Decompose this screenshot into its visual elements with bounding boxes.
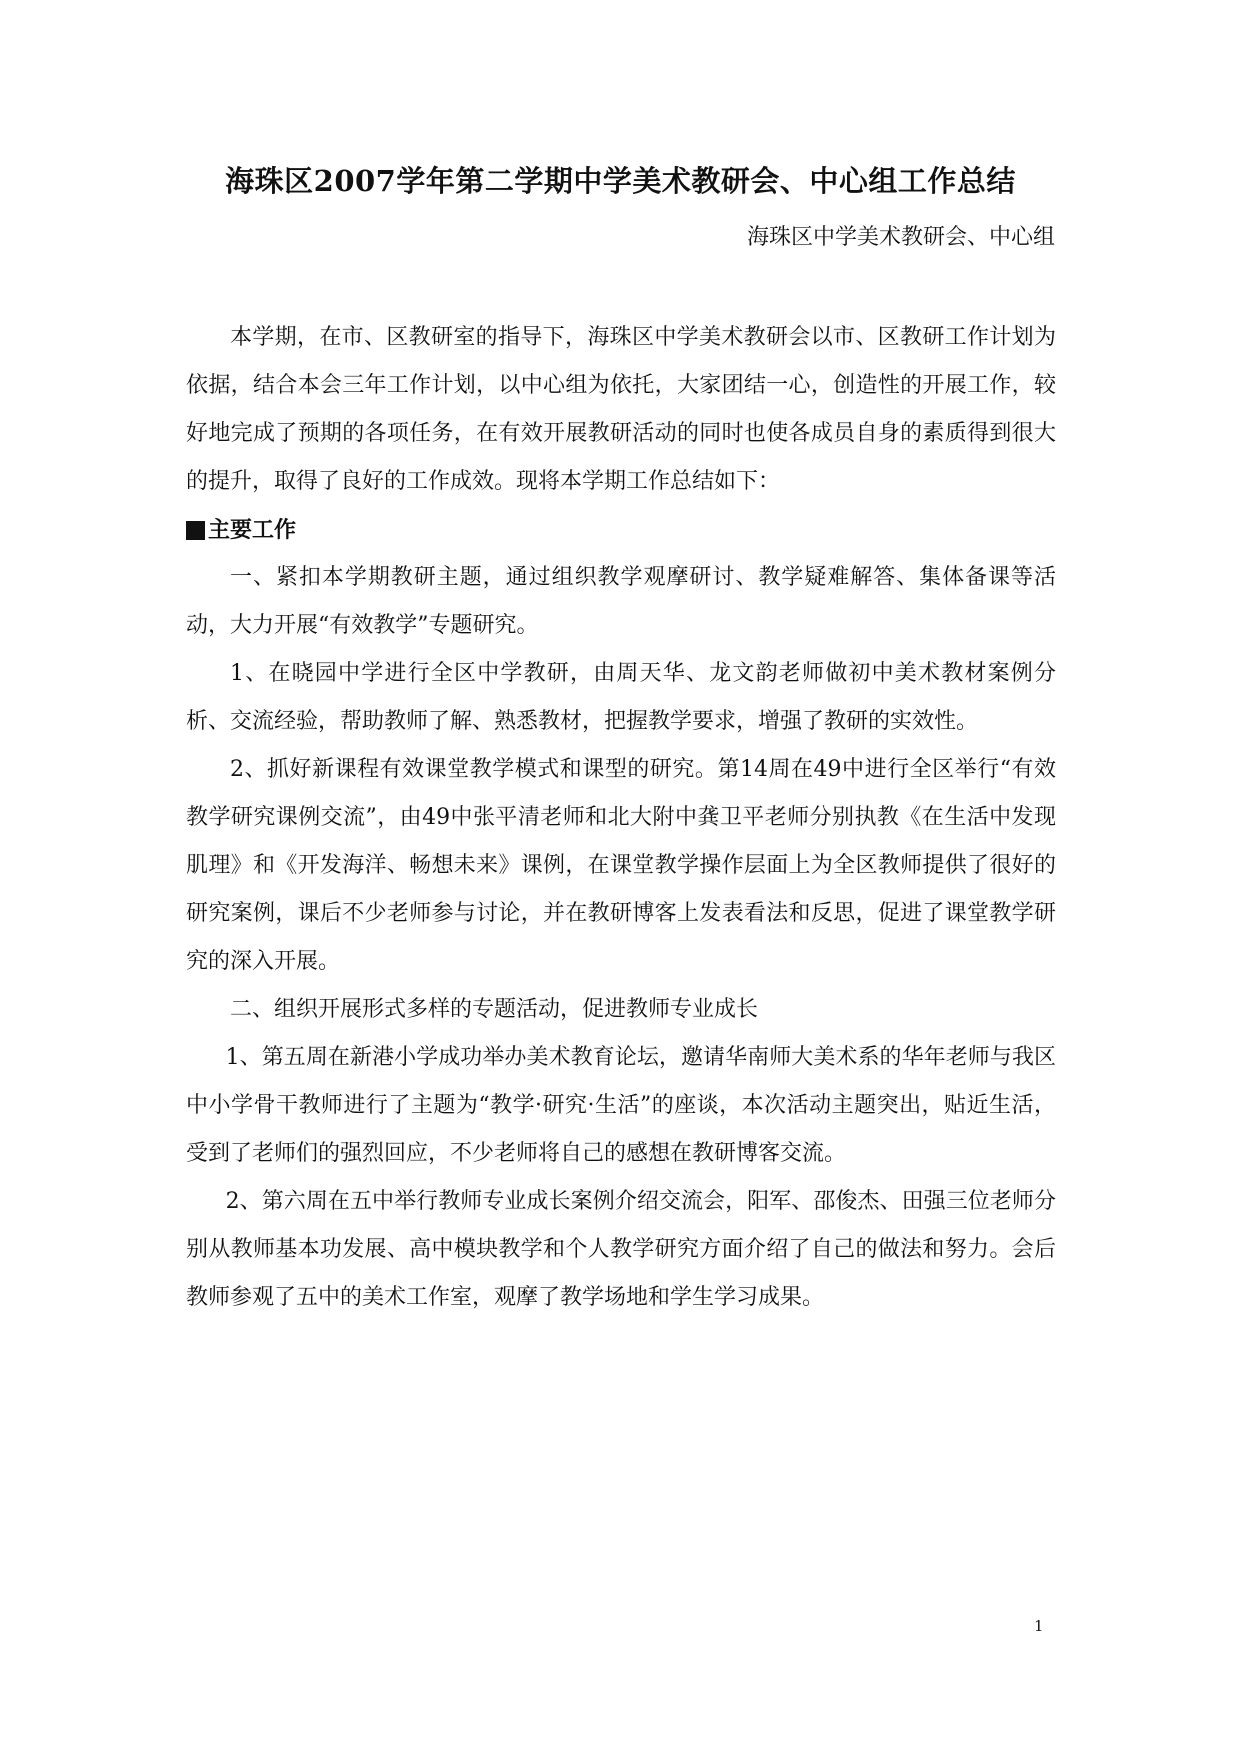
part2-item2: 2、第六周在五中举行教师专业成长案例介绍交流会，阳军、邵俊杰、田强三位老师分别从教师基本功发展、高中模块教学和个人教学研究方面介绍了自己的做法和努力。会后教师参观了五中的美术工作室，观摩了教学场地和学生学习成果。 (186, 1189, 1056, 1310)
black-square-icon (186, 521, 205, 540)
part2-item1: 1、第五周在新港小学成功举办美术教育论坛，邀请华南师大美术系的华年老师与我区中小学骨干教师进行了主题为“教学·研究·生活”的座谈，本次活动主题突出，贴近生活，受到了老师们的强烈回应，不少老师将自己的感想在教研博客交流。 (186, 1045, 1056, 1166)
part2-heading: 二、组织开展形式多样的专题活动，促进教师专业成长 (230, 997, 759, 1022)
document-title: 海珠区2007学年第二学期中学美术教研会、中心组工作总结 (225, 164, 1016, 198)
part1-heading: 一、紧扣本学期教研主题，通过组织教学观摩研讨、教学疑难解答、集体备课等活动，大力开展“有效教学”专题研究。 (186, 565, 1056, 638)
part1-item1: 1、在晓园中学进行全区中学教研，由周天华、龙文韵老师做初中美术教材案例分析、交流经验，帮助教师了解、熟悉教材，把握教学要求，增强了教研的实效性。 (186, 661, 1056, 734)
page-number: 1 (1034, 1617, 1044, 1635)
document-body (186, 314, 1056, 1322)
document-byline: 海珠区中学美术教研会、中心组 (746, 225, 1055, 250)
part1-item2: 2、抓好新课程有效课堂教学模式和课型的研究。第14周在49中进行全区举行“有效教学研究课例交流”，由49中张平清老师和北大附中龚卫平老师分别执教《在生活中发现肌理》和《开发海洋、畅想未来》课例，在课堂教学操作层面上为全区教师提供了很好的研究案例，课后不少老师参与讨论，并在教研博客上发表看法和反思，促进了课堂教学研究的深入开展。 (186, 757, 1056, 974)
section-heading (186, 506, 1056, 554)
intro-paragraph: 本学期，在市、区教研室的指导下，海珠区中学美术教研会以市、区教研工作计划为依据，结合本会三年工作计划，以中心组为依托，大家团结一心，创造性的开展工作，较好地完成了预期的各项任务，在有效开展教研活动的同时也使各成员自身的素质得到很大的提升，取得了良好的工作成效。现将本学期工作总结如下： (186, 325, 1056, 494)
section-heading-text: 主要工作 (208, 517, 297, 543)
